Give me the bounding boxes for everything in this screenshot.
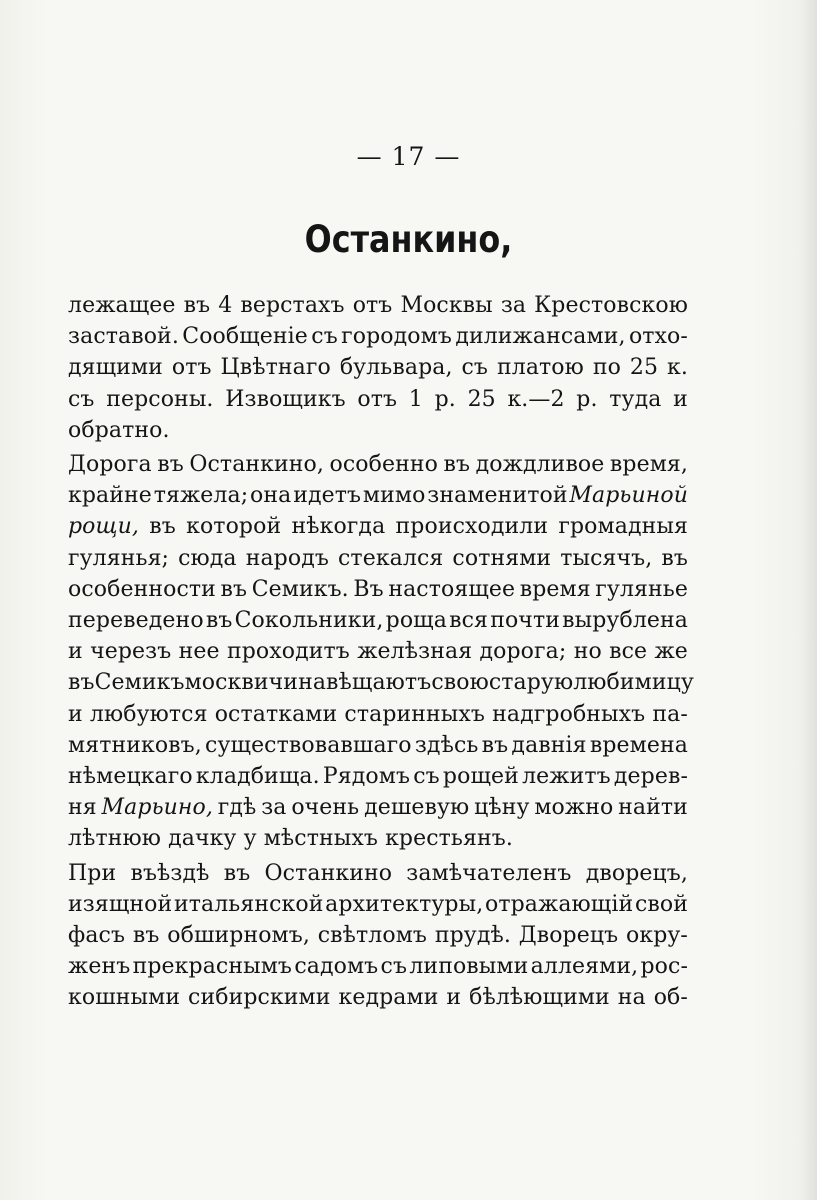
word: персоны.	[106, 386, 214, 412]
word: почти	[490, 608, 560, 634]
text-line	[68, 543, 688, 574]
word: р.	[434, 386, 456, 412]
word: въ	[481, 732, 509, 758]
word: давнiя	[511, 732, 587, 758]
word: знаменитой	[427, 483, 568, 509]
word: липовыми	[409, 954, 529, 980]
word: рощей	[442, 764, 519, 790]
word: за	[261, 795, 287, 821]
word: к.—2	[507, 386, 565, 412]
word: мятниковъ,	[68, 732, 202, 758]
word: съ	[311, 324, 338, 350]
word: у	[243, 826, 257, 852]
word: верстахъ	[240, 293, 345, 318]
text-line	[68, 920, 688, 951]
section-heading: Останкино,	[304, 218, 513, 261]
word: и	[673, 386, 688, 412]
word: платою	[496, 355, 584, 381]
word: лѣтнюю	[68, 826, 161, 852]
word: все	[609, 639, 648, 665]
text-line	[68, 415, 688, 446]
word: сюда	[178, 545, 237, 571]
word: Въ	[353, 576, 384, 602]
word: навѣщаютъ	[298, 670, 432, 696]
word: вырублена	[562, 608, 688, 634]
word: дилижансами,	[455, 324, 626, 350]
word: отъ	[352, 293, 393, 318]
word: переведено	[68, 608, 204, 634]
body-text	[68, 290, 694, 1014]
word: При	[68, 860, 117, 886]
word: Извощикъ	[225, 386, 346, 412]
text-line	[68, 636, 688, 667]
text-line	[68, 574, 688, 605]
word: нѣкогда	[291, 514, 386, 540]
word: крестьянъ.	[385, 826, 513, 852]
text-line	[68, 480, 688, 511]
word: цѣну	[474, 795, 530, 821]
text-line	[68, 449, 688, 480]
word: изящной	[68, 891, 173, 917]
word: Москвы	[400, 293, 493, 318]
word: съ	[380, 954, 408, 980]
word: бѣлѣющими	[469, 985, 610, 1011]
word: Марьиной	[569, 483, 688, 509]
word: мѣстныхъ	[263, 826, 378, 852]
page-number: — 17 —	[356, 142, 461, 171]
word: особенно	[329, 452, 438, 478]
word: 1	[408, 386, 423, 412]
text-line	[68, 699, 688, 730]
word: ня	[68, 795, 97, 821]
word: найти	[618, 795, 688, 821]
word: аллеями,	[530, 954, 639, 980]
word: и	[68, 639, 83, 665]
word: которой	[186, 514, 282, 540]
word: любимицу	[573, 670, 694, 696]
word: по	[592, 355, 621, 381]
word: свой	[634, 891, 688, 917]
word: черезъ	[90, 639, 172, 665]
word: очень	[291, 795, 360, 821]
word: же	[654, 639, 688, 665]
word: 25	[467, 386, 496, 412]
word: кладбища.	[195, 764, 320, 790]
word: Сокольники,	[234, 608, 384, 634]
word: р.	[576, 386, 598, 412]
word: въ	[149, 514, 176, 540]
word: городомъ	[341, 324, 452, 350]
word: дождливое	[475, 452, 605, 478]
word: заставой.	[68, 324, 179, 350]
word: существовавшаго	[205, 732, 412, 758]
text-line	[68, 823, 688, 854]
word: идетъ	[293, 483, 362, 509]
text-line	[68, 290, 688, 321]
word: любуются	[89, 701, 208, 727]
word: свою	[431, 670, 489, 696]
word: к.	[667, 355, 688, 381]
word: происходили	[395, 514, 549, 540]
word: здѣсь	[414, 732, 479, 758]
word: съ	[461, 355, 489, 381]
word: прекраснымъ	[132, 954, 293, 980]
word: Семикъ	[94, 670, 185, 696]
word: Цвѣтнаго	[220, 355, 331, 381]
word: въ	[183, 293, 211, 318]
text-line	[68, 384, 688, 415]
word: обширномъ,	[167, 923, 310, 949]
word: въ	[443, 452, 471, 478]
word: отъ	[357, 386, 398, 412]
word: можно	[534, 795, 614, 821]
word: громадныя	[558, 514, 688, 540]
word: въѣздѣ	[130, 860, 210, 886]
word: Марьино,	[101, 795, 213, 821]
text-line	[68, 321, 688, 352]
word: надгробныхъ	[492, 701, 646, 727]
word: въ	[220, 576, 248, 602]
word: въ	[661, 545, 688, 571]
word: отхо-	[628, 324, 688, 350]
word: на	[617, 985, 646, 1011]
word: об-	[653, 985, 688, 1011]
text-line	[68, 605, 688, 636]
word: Дворецъ	[518, 923, 619, 949]
word: па-	[652, 701, 688, 727]
word: дорога;	[479, 639, 567, 665]
word: женъ	[68, 954, 131, 980]
word: время	[519, 576, 591, 602]
word: старую	[488, 670, 574, 696]
text-line	[68, 511, 688, 542]
text-line	[68, 730, 688, 761]
word: гулянье	[595, 576, 688, 602]
word: и	[446, 985, 462, 1011]
word: отражающiй	[484, 891, 634, 917]
word: нѣмецкаго	[68, 764, 193, 790]
text-line	[68, 858, 688, 889]
text-line	[68, 667, 694, 698]
word: Дорога	[68, 452, 152, 478]
text-line	[68, 982, 688, 1013]
word: 4	[218, 293, 233, 318]
word: Останкино	[264, 860, 393, 886]
text-line	[68, 889, 688, 920]
word: отъ	[171, 355, 212, 381]
word: рос-	[640, 954, 688, 980]
word: дачку	[168, 826, 237, 852]
word: 25	[629, 355, 659, 381]
word: въ	[223, 860, 251, 886]
word: обратно.	[68, 417, 170, 443]
word: свѣтломъ	[317, 923, 428, 949]
word: нее	[178, 639, 220, 665]
word: Останкино,	[189, 452, 324, 478]
word: въ	[68, 670, 95, 696]
word: Крестовскою	[534, 293, 688, 318]
word: и	[68, 701, 83, 727]
word: съ	[68, 386, 95, 412]
word: дерев-	[613, 764, 688, 790]
word: тяжела;	[153, 483, 249, 509]
word: но	[573, 639, 602, 665]
word: окру-	[626, 923, 688, 949]
text-line	[68, 352, 688, 383]
word: за	[500, 293, 527, 318]
word: старинныхъ	[344, 701, 486, 727]
word: Сообщенiе	[182, 324, 308, 350]
word: мимо	[362, 483, 426, 509]
page-edge-shadow	[799, 0, 817, 1200]
word: садомъ	[294, 954, 379, 980]
word: крайне	[68, 483, 152, 509]
word: Рядомъ	[322, 764, 411, 790]
word: прудѣ.	[434, 923, 511, 949]
word: времена	[589, 732, 688, 758]
word: москвичи	[184, 670, 299, 696]
word: настоящее	[388, 576, 516, 602]
word: дворецъ,	[585, 860, 688, 886]
word: роща	[385, 608, 447, 634]
word: лежащее	[68, 293, 176, 318]
text-line	[68, 792, 688, 823]
word: въ	[132, 923, 160, 949]
word: народъ	[245, 545, 329, 571]
word: съ	[413, 764, 440, 790]
word: фасъ	[68, 923, 126, 949]
word: рощи,	[68, 514, 140, 540]
word: кошными	[68, 985, 181, 1011]
word: тысячъ,	[560, 545, 653, 571]
word: время,	[609, 452, 688, 478]
word: сибирскими	[188, 985, 331, 1011]
word: замѣчателенъ	[406, 860, 572, 886]
word: итальянской	[173, 891, 324, 917]
word: Семикъ.	[251, 576, 349, 602]
word: проходитъ	[226, 639, 350, 665]
word: гдѣ	[217, 795, 257, 821]
word: желѣзная	[357, 639, 473, 665]
word: въ	[205, 608, 233, 634]
word: лежитъ	[522, 764, 611, 790]
word: бульвара,	[339, 355, 453, 381]
word: гулянья;	[68, 545, 170, 571]
word: особенности	[68, 576, 216, 602]
word: дящими	[68, 355, 163, 381]
word: архитектуры,	[325, 891, 484, 917]
word: вся	[449, 608, 489, 634]
word: кедрами	[338, 985, 439, 1011]
text-line	[68, 951, 688, 982]
word: стекался	[338, 545, 444, 571]
word: сотнями	[452, 545, 552, 571]
word: туда	[609, 386, 662, 412]
word: остатками	[214, 701, 338, 727]
text-line	[68, 761, 688, 792]
word: дешевую	[364, 795, 470, 821]
word: въ	[157, 452, 184, 478]
word: она	[250, 483, 292, 509]
